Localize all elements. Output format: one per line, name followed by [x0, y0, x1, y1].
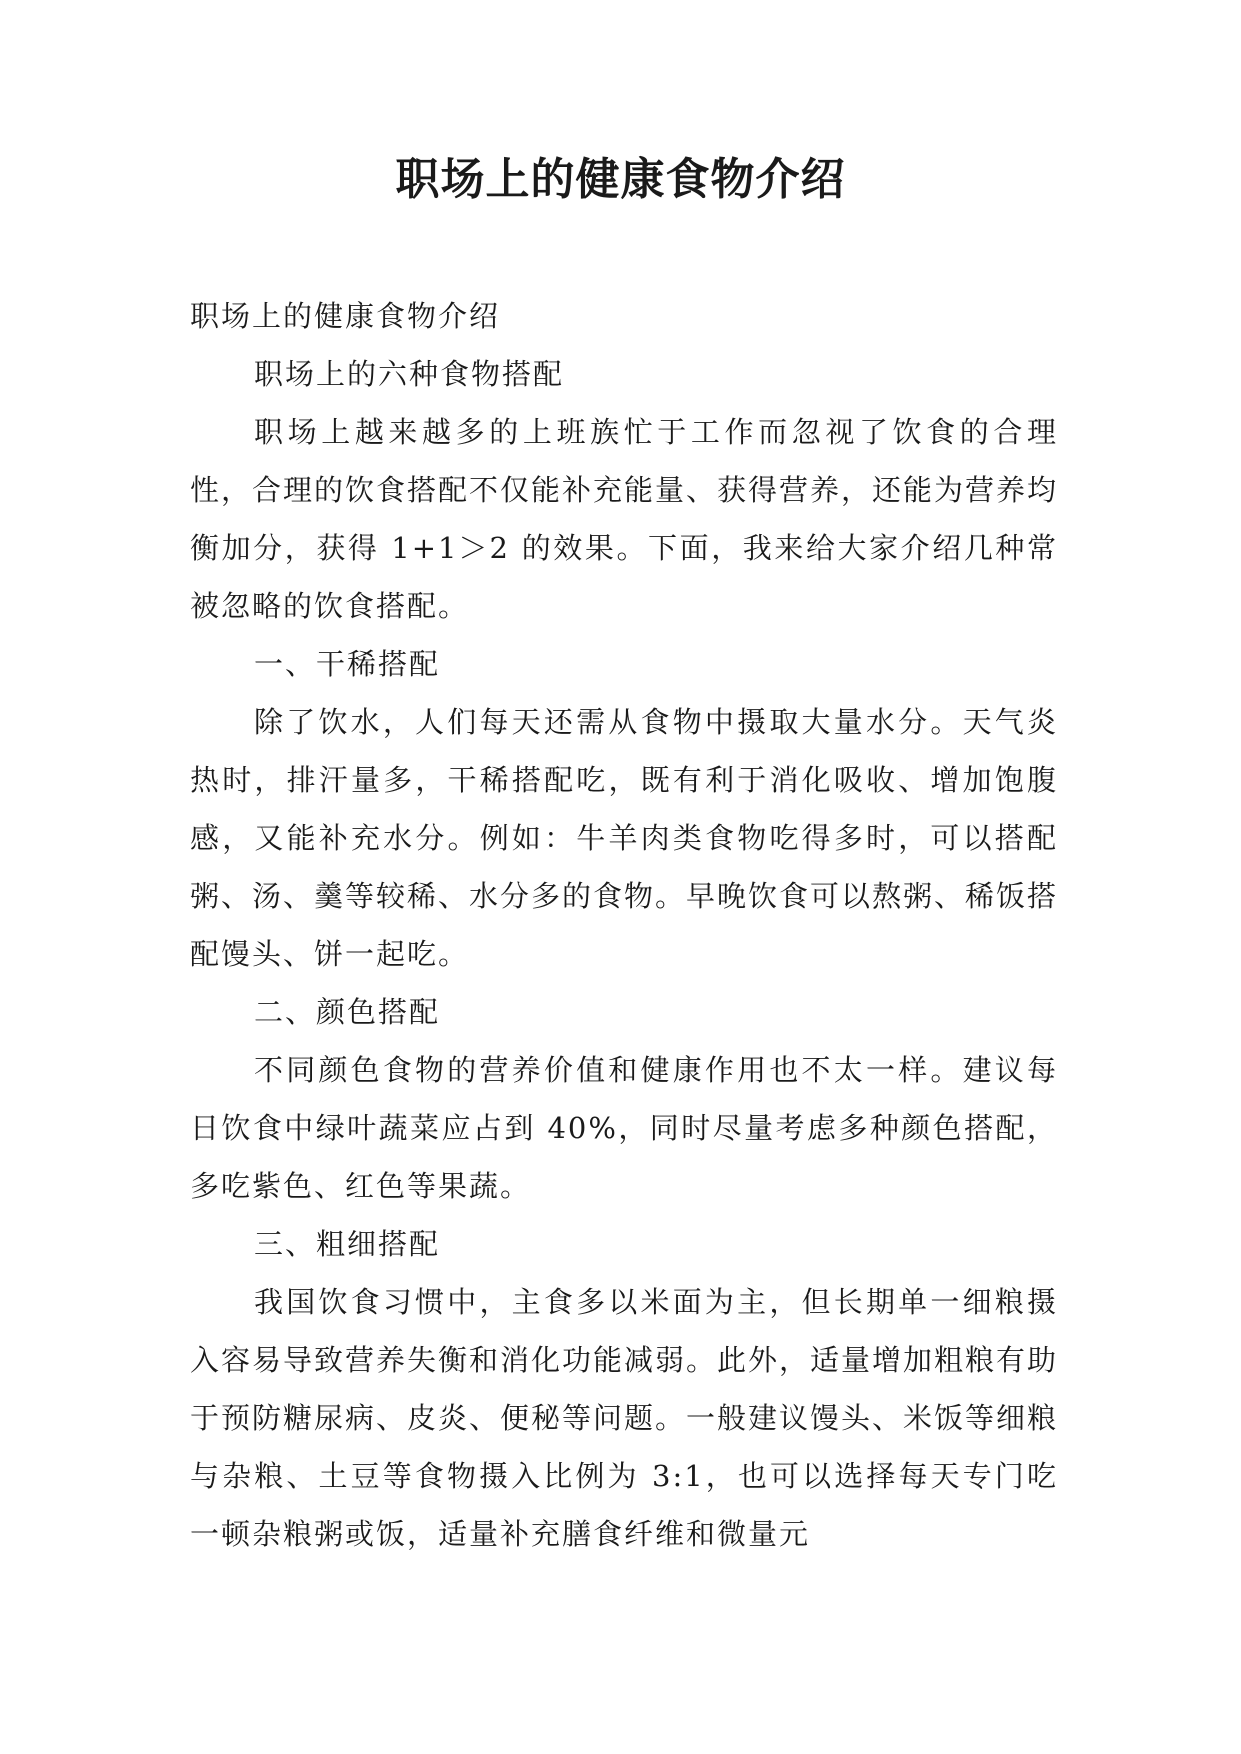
section-heading-main: 职场上的六种食物搭配 — [254, 357, 565, 391]
document-subtitle: 职场上的健康食物介绍 — [190, 299, 501, 333]
section-paragraph-3: 我国饮食习惯中，主食多以米面为主，但长期单一细粮摄入容易导致营养失衡和消化功能减弱。此外，适量增加粗粮有助于预防糖尿病、皮炎、便秘等问题。一般建议馒头、米饭等细粮与杂粮、土豆等食物摄入比例为 3:1，也可以选择每天专门吃一顿杂粮粥或饭，适量补充膳食纤维和微量元 — [190, 1285, 1059, 1551]
section-heading-3: 三、粗细搭配 — [254, 1227, 441, 1261]
section-paragraph-2: 不同颜色食物的营养价值和健康作用也不太一样。建议每日饮食中绿叶蔬菜应占到 40%，同时尽量考虑多种颜色搭配，多吃紫色、红色等果蔬。 — [190, 1053, 1058, 1203]
section-heading-1: 一、干稀搭配 — [254, 647, 441, 681]
section-paragraph-1: 除了饮水，人们每天还需从食物中摄取大量水分。天气炎热时，排汗量多，干稀搭配吃，既有利于消化吸收、增加饱腹感，又能补充水分。例如：牛羊肉类食物吃得多时，可以搭配粥、汤、羹等较稀、水分多的食物。早晚饮食可以熬粥、稀饭搭配馒头、饼一起吃。 — [190, 705, 1059, 971]
document-title: 职场上的健康食物介绍 — [395, 154, 846, 205]
section-heading-2: 二、颜色搭配 — [254, 995, 441, 1029]
document-body — [190, 287, 1058, 1563]
intro-paragraph: 职场上越来越多的上班族忙于工作而忽视了饮食的合理性，合理的饮食搭配不仅能补充能量、获得营养，还能为营养均衡加分，获得 1+1＞2 的效果。下面，我来给大家介绍几种常被忽略的饮食搭配。 — [190, 415, 1059, 623]
